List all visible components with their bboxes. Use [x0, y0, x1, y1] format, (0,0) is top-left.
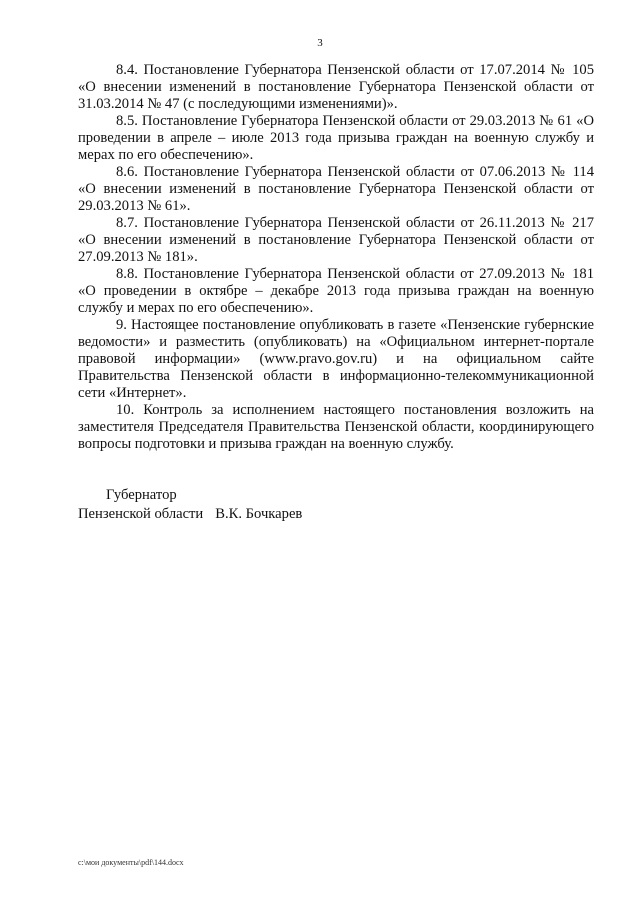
- signatory-line: [78, 505, 302, 524]
- signatory-name: В.К. Бочкарев: [215, 506, 303, 522]
- document-body: [78, 62, 594, 453]
- signatory-region: Пензенской области: [78, 506, 204, 522]
- paragraph-10: 10. Контроль за исполнением настоящего постановления возложить на заместителя Председателя Правительства Пензенской области, координирующего вопросы подготовки и призыва граждан на военную службу.: [78, 402, 594, 452]
- paragraph-9: 9. Настоящее постановление опубликовать в газете «Пензенские губернские ведомости» и разместить (опубликовать) на «Официальном интернет-портале правовой информации» (www.pravo.gov.ru) и на официальном сайте Правительства Пензенской области в информационно-телекоммуникационной сети «Интернет».: [78, 317, 594, 401]
- page-number: 3: [317, 37, 323, 49]
- paragraph-8-5: 8.5. Постановление Губернатора Пензенской области от 29.03.2013 № 61 «О проведении в апреле – июле 2013 года призыва граждан на военную службу и мерах по его обеспечению».: [78, 113, 594, 163]
- signatory-title: Губернатор: [106, 487, 177, 503]
- paragraph-8-7: 8.7. Постановление Губернатора Пензенской области от 26.11.2013 № 217 «О внесении изменений в постановление Губернатора Пензенской области от 27.09.2013 № 181».: [78, 215, 594, 265]
- paragraph-8-4: 8.4. Постановление Губернатора Пензенской области от 17.07.2014 № 105 «О внесении изменений в постановление Губернатора Пензенской области от 31.03.2014 № 47 (с последующими изменениями)».: [78, 62, 594, 112]
- paragraph-8-6: 8.6. Постановление Губернатора Пензенской области от 07.06.2013 № 114 «О внесении изменений в постановление Губернатора Пензенской области от 29.03.2013 № 61».: [78, 164, 594, 214]
- signature-block: [78, 486, 302, 524]
- paragraph-8-8: 8.8. Постановление Губернатора Пензенской области от 27.09.2013 № 181 «О проведении в октябре – декабре 2013 года призыва граждан на военную службу и мерах по его обеспечению».: [78, 266, 594, 316]
- footer-file-path: c:\мои документы\pdf\144.docx: [78, 858, 184, 867]
